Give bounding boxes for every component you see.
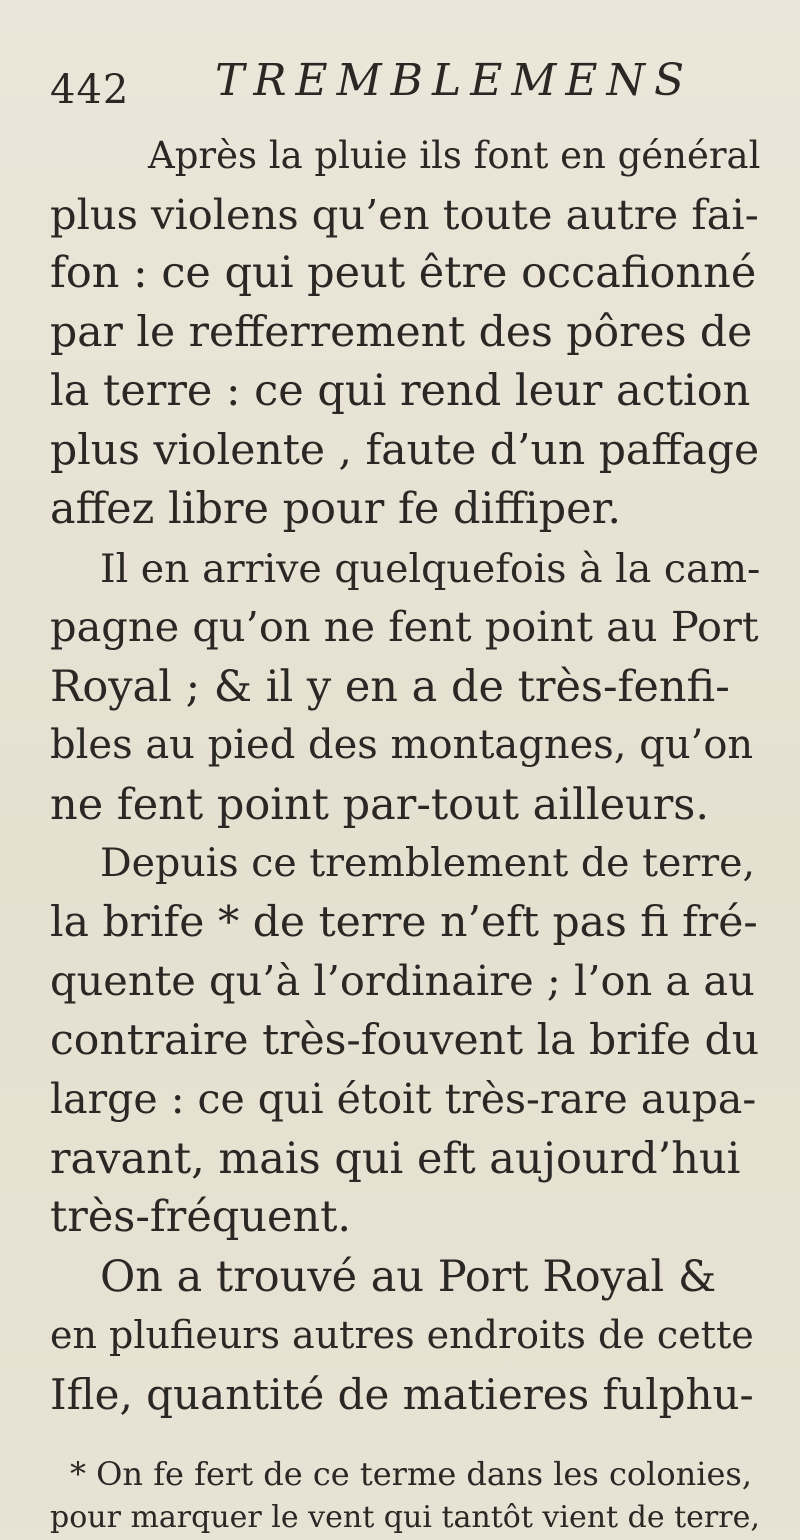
footnote-line: pour marquer le vent qui tantôt vient de terre, [50, 1500, 760, 1535]
text-line: pagne qu’on ne fent point au Port [50, 602, 759, 651]
text-line: la terre : ce qui rend leur action [50, 366, 751, 416]
text-line: en plufieurs autres endroits de cette [50, 1313, 754, 1357]
text-line: Ifle, quantité de matieres fulphu- [50, 1370, 754, 1419]
text-line: par le refferrement des pôres de [50, 308, 753, 357]
text-line: bles au pied des montagnes, qu’on [50, 722, 754, 768]
text-line: Après la pluie ils font en général [148, 134, 761, 177]
text-line: ravant, mais qui eft aujourd’hui [50, 1134, 741, 1184]
footnote-line: * On fe fert de ce terme dans les colonies, [70, 1455, 753, 1493]
page-number: 442 [50, 67, 130, 113]
running-title: TREMBLEMENS [215, 55, 694, 106]
text-line: la brife * de terre n’eft pas fi fré- [50, 898, 758, 947]
text-line: large : ce qui étoit très-rare aupa- [50, 1075, 757, 1123]
paragraph-start-line: Depuis ce tremblement de terre, [100, 840, 756, 886]
text-line: ne fent point par-tout ailleurs. [50, 780, 710, 830]
text-line: quente qu’à l’ordinaire ; l’on a au [50, 956, 755, 1005]
text-line: contraire très-fouvent la brife du [50, 1016, 760, 1065]
paragraph-start-line: Il en arrive quelquefois à la cam- [100, 546, 761, 592]
text-line: plus violens qu’en toute autre fai- [50, 190, 759, 239]
paragraph-start-line: On a trouvé au Port Royal & [100, 1252, 717, 1302]
text-line: affez libre pour fe diffiper. [50, 484, 622, 534]
text-line: très-fréquent. [50, 1192, 352, 1242]
text-line: plus violente , faute d’un paffage [50, 426, 760, 475]
text-line: Royal ; & il y en a de très-fenfi- [50, 662, 730, 712]
text-line: fon : ce qui peut être occafionné [50, 248, 757, 298]
